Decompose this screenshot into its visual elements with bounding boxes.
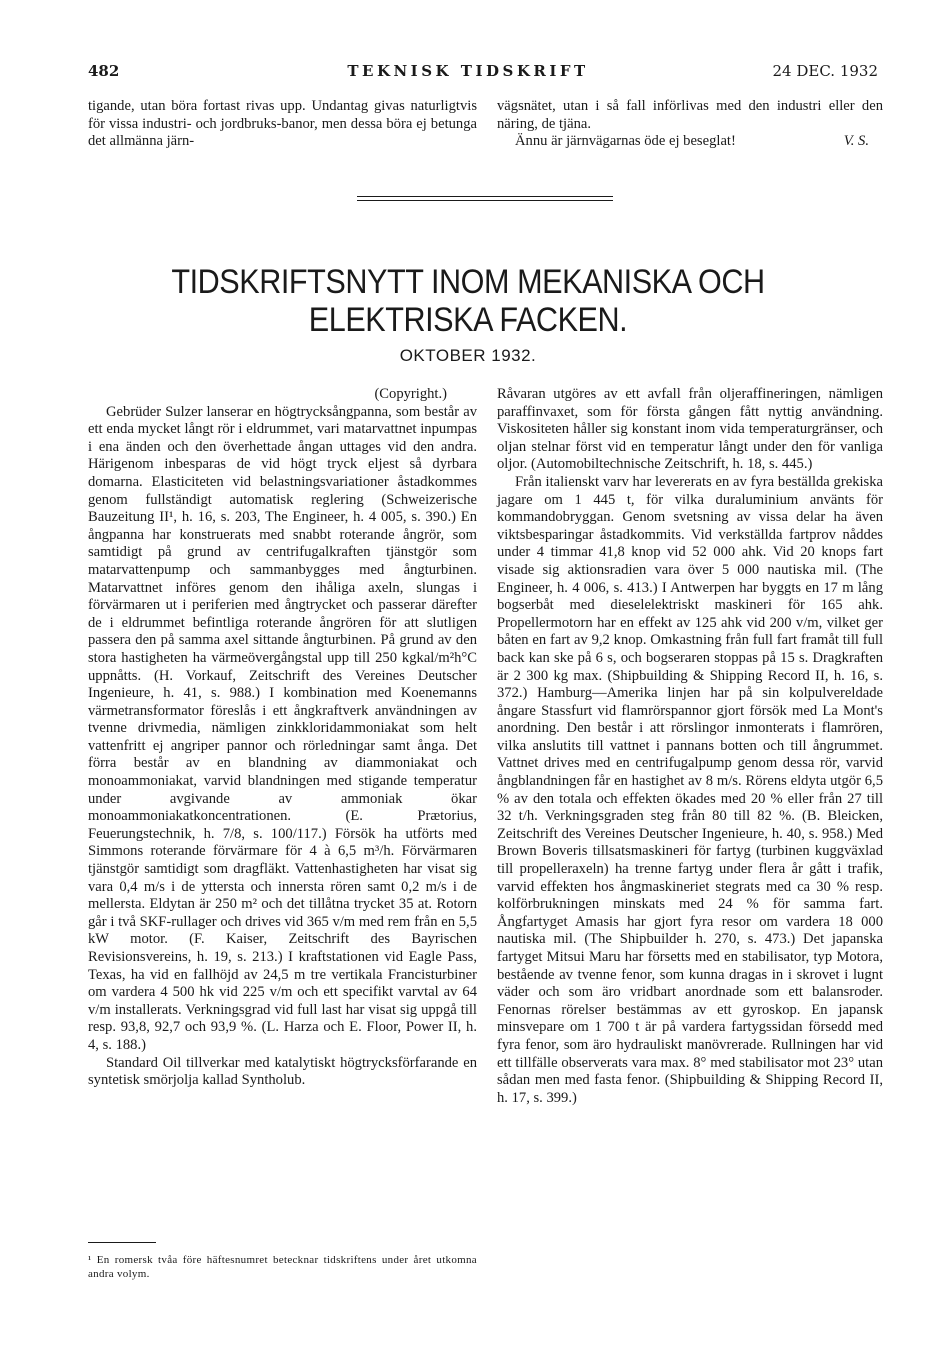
previous-article-closing-line: [497, 133, 883, 151]
author-signature: V. S.: [843, 133, 869, 150]
article-title-line-1: TIDSKRIFTSNYTT INOM MEKANISKA OCH: [171, 263, 765, 301]
section-divider-bottom: [357, 200, 613, 201]
article-paragraph: Standard Oil tillverkar med katalytiskt högtrycksförfarande en syntetisk smörjolja kallad Syntholub.: [88, 1054, 477, 1089]
article-column-left: [88, 386, 477, 1090]
previous-article-text-left: tigande, utan böra fortast rivas upp. Undantag givas naturligtvis för vissa industri- och jordbruks-banor, men dessa böra ej betunga det allmänna järn-: [88, 98, 477, 150]
previous-article-left: [88, 98, 477, 151]
article-column-right: [497, 386, 883, 1107]
article-title-line-2: ELEKTRISKA FACKEN.: [308, 301, 628, 339]
previous-article-right: [497, 98, 883, 151]
issue-date: 24 DEC. 1932: [772, 62, 878, 80]
article-subtitle: OKTOBER 1932.: [399, 346, 537, 365]
previous-article-text-right: vägsnätet, utan i så fall införlivas med den industri eller den näring, de tjäna.: [497, 98, 883, 132]
footnote-rule: [88, 1242, 156, 1243]
section-divider-top: [357, 196, 613, 197]
article-paragraph: Från italienskt varv har levererats en av fyra beställda grekiska jagare om 1 445 t, för vilka duraluminium använts för kommandobryggan. Genom svetsning av vissa delar ha även viktsbesparingar åstadkommits. Vid verkställda fartprov nåddes under 4 timmar 41,8 knop vid 52 000 ahk. Vid 20 knops fart visade sig aktionsradien vara över 5 000 nautiska mil. (The Engineer, h. 4 006, s. 413.) I Antwerpen har byggts en 17 m lång bogserbåt med dieselelektriskt maskineri för 165 ahk. Propellermotorn har en effekt av 125 ahk vid 200 v/m, vilket ger båten en fart av 9,2 knop. Omkastning från full fart framåt till full back kan ske på 6 s, och bogseraren stoppas på 15 s. Dragkraften är 2 300 kg max. (Shipbuilding & Shipping Record II, h. 16, s. 372.) Hamburg—Amerika linjen har på sin kolpulvereldade ångare Stassfurt vid flamrörspannor gjort försök med La Mont's anordning. Den består i att rörslingor inmonterats i flamrören, vilka anslutits till vattnet i pannans botten och till ångrummet. Vattnet drives med en centrifugalpump genom dessa rör, varvid ångblandningen får en hastighet av 8 m/s. Rörens eldyta utgör 6,5 % av den totala och effekten ökades med 20 % eller från 27 till 32 t/h. Verkningsgraden steg från 80 till 82 %. (B. Bleicken, Zeitschrift des Vereines Deutscher Ingenieure, h. 40, s. 958.) Med Brown Boveris tillsatsmaskineri för fartyg (turbinen kuggväxlad till propelleraxeln) ha trenne fartyg under flera år gått i trafik, varvid effekten hos ångmaskineriet stegrats med ca 30 % resp. kolförbrukningen minskats med 24 % för samma fart. Ångfartyget Amasis har gjort fyra resor om vardera 18 000 nautiska mil. (The Shipbuilder h. 270, s. 473.) Det japanska fartyget Mitsui Maru har försetts med en stabilisator, typ Motora, bestående av tvenne fenor, som kunna dragas in i skrovet i lugnt väder och som äro vridbart anordnade som ett balansroder. Fenornas rörelser bestämmas av ett gyroskop. En japansk minsvepare om 1 700 t är på vardera fartygssidan försedd med fyra fenor, som äro hydrauliskt manövrerade. Rullningen har vid ett tillfälle observerats vara max. 8° med stabilisator mot 23° utan sådan men med fasta fenor. (Shipbuilding & Shipping Record II, h. 17, s. 399.): [497, 473, 883, 1106]
article-paragraph: Gebrüder Sulzer lanserar en högtrycksångpanna, som består av ett enda mycket långt rör i eldrummet, vari matarvattnet inpumpas i ena änden och den överhettade ångan uttages vid den andra. Härigenom inbesparas de vid högt tryck eljest så dyrbara domarna. Elasticiteten vid belastningsvariationer åstadkommes genom fullständigt automatisk reglering (Schweizerische Bauzeitung II¹, h. 16, s. 203, The Engineer, h. 4 005, s. 390.) En ångpanna har konstruerats med snabbt roterande ångrör, som samtidigt på grund av centrifugalkraften tjänstgör som matarvattenpump och sammanbygges med ångturbinen. Matarvattnet införes genom den ihåliga axeln, slungas i förvärmaren ut i periferien med ångtrycket och passerar därefter de i eldrummet befintliga roterande ångrören för att slutligen passera den på samma axel sittande ångturbinen. På grund av den stora hastigheten ha värmeövergångstal upp till 250 kgkal/m²h°C uppnåtts. (H. Vorkauf, Zeitschrift des Vereines Deutscher Ingenieure, h. 41, s. 988.) I kombination med Koenemanns värmetransformator föreslås i ett ångkraftverk användningen av tvenne drivmedia, nämligen zinkkloridammoniakat som helt vattenfritt ej angriper pannor och rörledningar samt ånga. Det förra består av en blandning av diammoniakat och monoammoniakat, varvid blandningen med stigande temperatur under avgivande av ammoniak ökar monoammoniakatkoncentrationen. (E. Prætorius, Feuerungstechnik, h. 7/8, s. 100/117.) Försök ha utförts med Simmons roterande förvärmare för 4 à 6,5 m³/h. Förvärmaren tjänstgör samtidigt som dragfläkt. Vattenhastigheten har visat sig vara 0,4 m/s i de yttersta och innersta rören samt 0,2 m/s i de mellersta. Eldytan är 250 m² och det tillåtna trycket 35 at. Rotorn går i två SKF-rullager och drives vid 365 v/m med rem från en 5,5 kW motor. (F. Kaiser, Zeitschrift des Bayrischen Revisionsvereins, h. 19, s. 213.) I kraftstationen vid Eagle Pass, Texas, ha vid en fallhöjd av 24,5 m tre vertikala Francisturbiner om vardera 4 500 hk vid 225 v/m och ett specifikt varvtal av 64 v/m installerats. Verkningsgrad vid full last har visat sig uppgå till resp. 93,8, 92,7 och 93,9 %. (L. Harza och E. Floor, Power II, h. 4, s. 188.): [88, 403, 477, 1053]
article-title: [47, 263, 889, 339]
footnote: ¹ En romersk tvåa före häftesnumret betecknar tidskriftens under året utkomna andra volym.: [88, 1254, 477, 1280]
article-paragraph: Råvaran utgöres av ett avfall från oljeraffineringen, nämligen paraffinvaxet, som för första gången fått nyttig användning. Viskositeten håller sig konstant inom vida temperaturgränser, och oljan stelnar först vid en temperatur långt under den för vanliga oljor. (Automobiltechnische Zeitschrift, h. 18, s. 445.): [497, 386, 883, 473]
closing-sentence: Ännu är järnvägarnas öde ej beseglat!: [515, 133, 736, 150]
page-number: 482: [88, 62, 120, 80]
journal-title: TEKNISK TIDSKRIFT: [347, 62, 589, 80]
copyright-notice: (Copyright.): [374, 386, 447, 402]
